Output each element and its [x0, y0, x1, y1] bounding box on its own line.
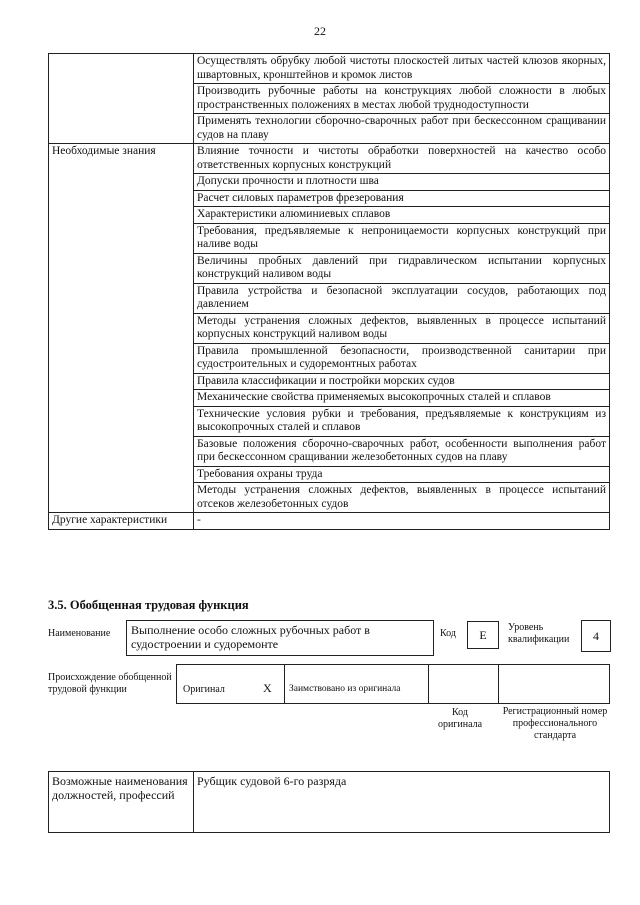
action-cell: Применять технологии сборочно-сварочных работ при бескессонном сращивании судов на плаву — [194, 114, 610, 144]
knowledge-cell: Технические условия рубки и требования, предъявляемые к конструкциям из высокопрочных сталей и сплавов — [194, 406, 610, 436]
knowledge-cell: Величины пробных давлений при гидравлическом испытании корпусных конструкций наливом воды — [194, 253, 610, 283]
original-cell — [177, 665, 285, 703]
professions-value: Рубщик судовой 6-го разряда — [194, 772, 610, 833]
knowledge-cell: Правила промышленной безопасности, производственной санитарии при судостроительных и судоремонтных работах — [194, 343, 610, 373]
code-value: E — [467, 621, 499, 649]
action-cell: Производить рубочные работы на конструкциях любой сложности в любых пространственных положениях в местах любой труднодоступности — [194, 84, 610, 114]
code-original-cell — [429, 665, 499, 703]
original-label: Оригинал — [183, 684, 225, 695]
reg-number-cell — [499, 665, 609, 703]
other-characteristics-value: - — [194, 513, 610, 530]
reg-number-label: Регистрационный номер профессионального стандарта — [502, 706, 608, 741]
knowledge-cell: Требования, предъявляемые к непроницаемости корпусных конструкций при наливе воды — [194, 223, 610, 253]
original-mark: X — [263, 681, 272, 695]
knowledge-cell: Требования охраны труда — [194, 466, 610, 483]
table-row — [49, 513, 610, 530]
code-original-label: Код оригинала — [437, 707, 483, 730]
table-row — [49, 54, 610, 84]
knowledge-cell: Допуски прочности и плотности шва — [194, 174, 610, 191]
action-cell: Осуществлять обрубку любой чистоты плоскостей литых частей клюзов якорных, швартовных, кронштейнов и кромок листов — [194, 54, 610, 84]
other-characteristics-label: Другие характеристики — [49, 513, 194, 530]
table-row — [49, 772, 610, 833]
knowledge-cell: Влияние точности и чистоты обработки поверхностей на качество особо ответственных корпусных конструкций — [194, 144, 610, 174]
knowledge-cell: Характеристики алюминиевых сплавов — [194, 207, 610, 224]
professions-table — [48, 771, 610, 833]
section-title: 3.5. Обобщенная трудовая функция — [48, 598, 249, 612]
borrowed-label: Заимствовано из оригинала — [289, 684, 401, 694]
qualification-level-label: Уровень квалификации — [508, 622, 570, 645]
page-number: 22 — [314, 24, 326, 38]
knowledge-cell: Механические свойства применяемых высокопрочных сталей и сплавов — [194, 390, 610, 407]
knowledge-cell: Правила устройства и безопасной эксплуатации сосудов, работающих под давлением — [194, 283, 610, 313]
origin-label: Происхождение обобщенной трудовой функции — [48, 672, 172, 695]
borrowed-cell — [285, 665, 429, 703]
empty-label-cell — [49, 54, 194, 144]
name-value: Выполнение особо сложных рубочных работ в судостроении и судоремонте — [126, 620, 434, 656]
name-label: Наименование — [48, 628, 111, 639]
knowledge-cell: Методы устранения сложных дефектов, выявленных в процессе испытаний отсеков железобетонных судов — [194, 483, 610, 513]
origin-row — [176, 664, 610, 704]
knowledge-label: Необходимые знания — [49, 144, 194, 513]
table-row — [49, 144, 610, 174]
code-label: Код — [440, 628, 456, 639]
knowledge-cell: Правила классификации и постройки морских судов — [194, 373, 610, 390]
knowledge-cell: Расчет силовых параметров фрезерования — [194, 190, 610, 207]
knowledge-cell: Базовые положения сборочно-сварочных работ, особенности выполнения работ при бескессонном сращивании железобетонных судов на плаву — [194, 436, 610, 466]
qualification-level-value: 4 — [581, 620, 611, 652]
knowledge-cell: Методы устранения сложных дефектов, выявленных в процессе испытаний корпусных конструкций наливом воды — [194, 313, 610, 343]
labor-function-table — [48, 53, 610, 530]
professions-label: Возможные наименования должностей, профессий — [49, 772, 194, 833]
